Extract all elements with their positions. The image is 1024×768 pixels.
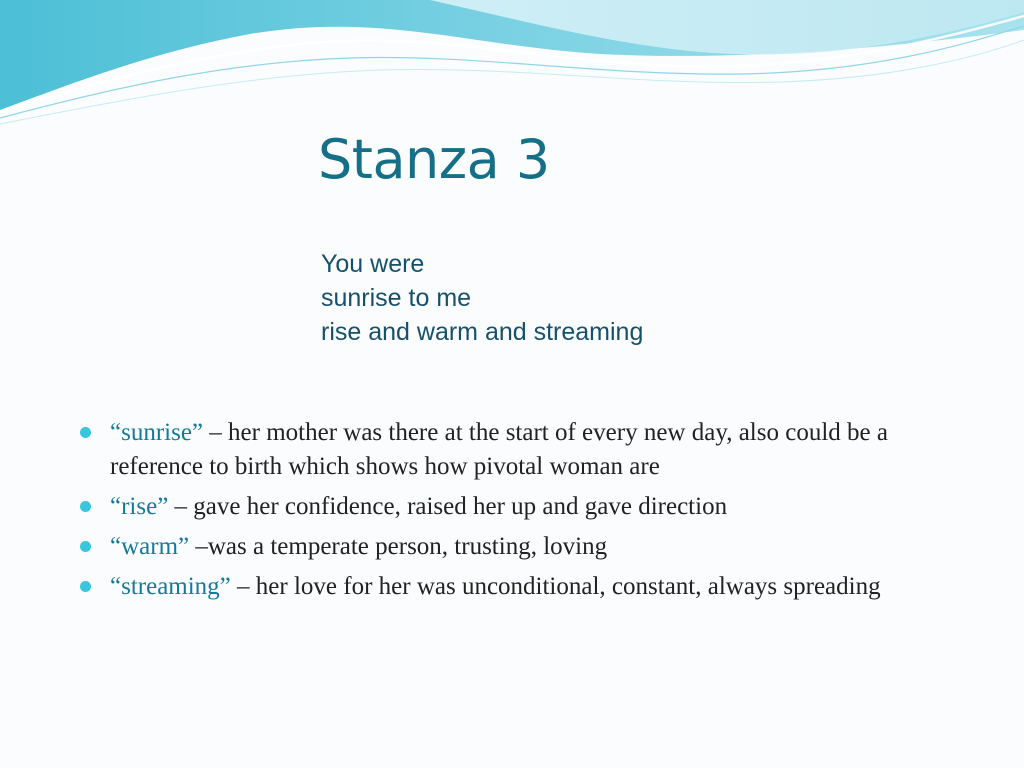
bullet-text: –was a temperate person, trusting, loving	[189, 533, 608, 560]
bullet-dot-icon	[80, 427, 91, 438]
list-item	[0, 416, 920, 484]
bullet-text: – her mother was there at the start of every new day, also could be a reference to birth which shows how pivotal woman are	[110, 419, 888, 480]
bullet-term: “sunrise”	[110, 419, 204, 446]
poem-line: sunrise to me	[321, 284, 472, 312]
bullet-text: – her love for her was unconditional, constant, always spreading	[230, 573, 881, 600]
bullet-term: “streaming”	[110, 573, 231, 600]
list-item	[0, 490, 920, 524]
bullet-term: “warm”	[110, 533, 190, 560]
analysis-bullet-list	[0, 416, 1024, 610]
slide-title: Stanza 3	[318, 128, 550, 191]
bullet-dot-icon	[80, 581, 91, 592]
poem-line: You were	[321, 250, 425, 278]
poem-excerpt	[321, 247, 643, 349]
bullet-term: “rise”	[110, 493, 169, 520]
list-item	[0, 570, 920, 604]
bullet-text: – gave her confidence, raised her up and gave direction	[168, 493, 728, 520]
bullet-dot-icon	[80, 501, 91, 512]
list-item	[0, 530, 920, 564]
bullet-dot-icon	[80, 541, 91, 552]
poem-line: rise and warm and streaming	[321, 318, 644, 346]
header-wave-decoration	[0, 0, 1024, 130]
